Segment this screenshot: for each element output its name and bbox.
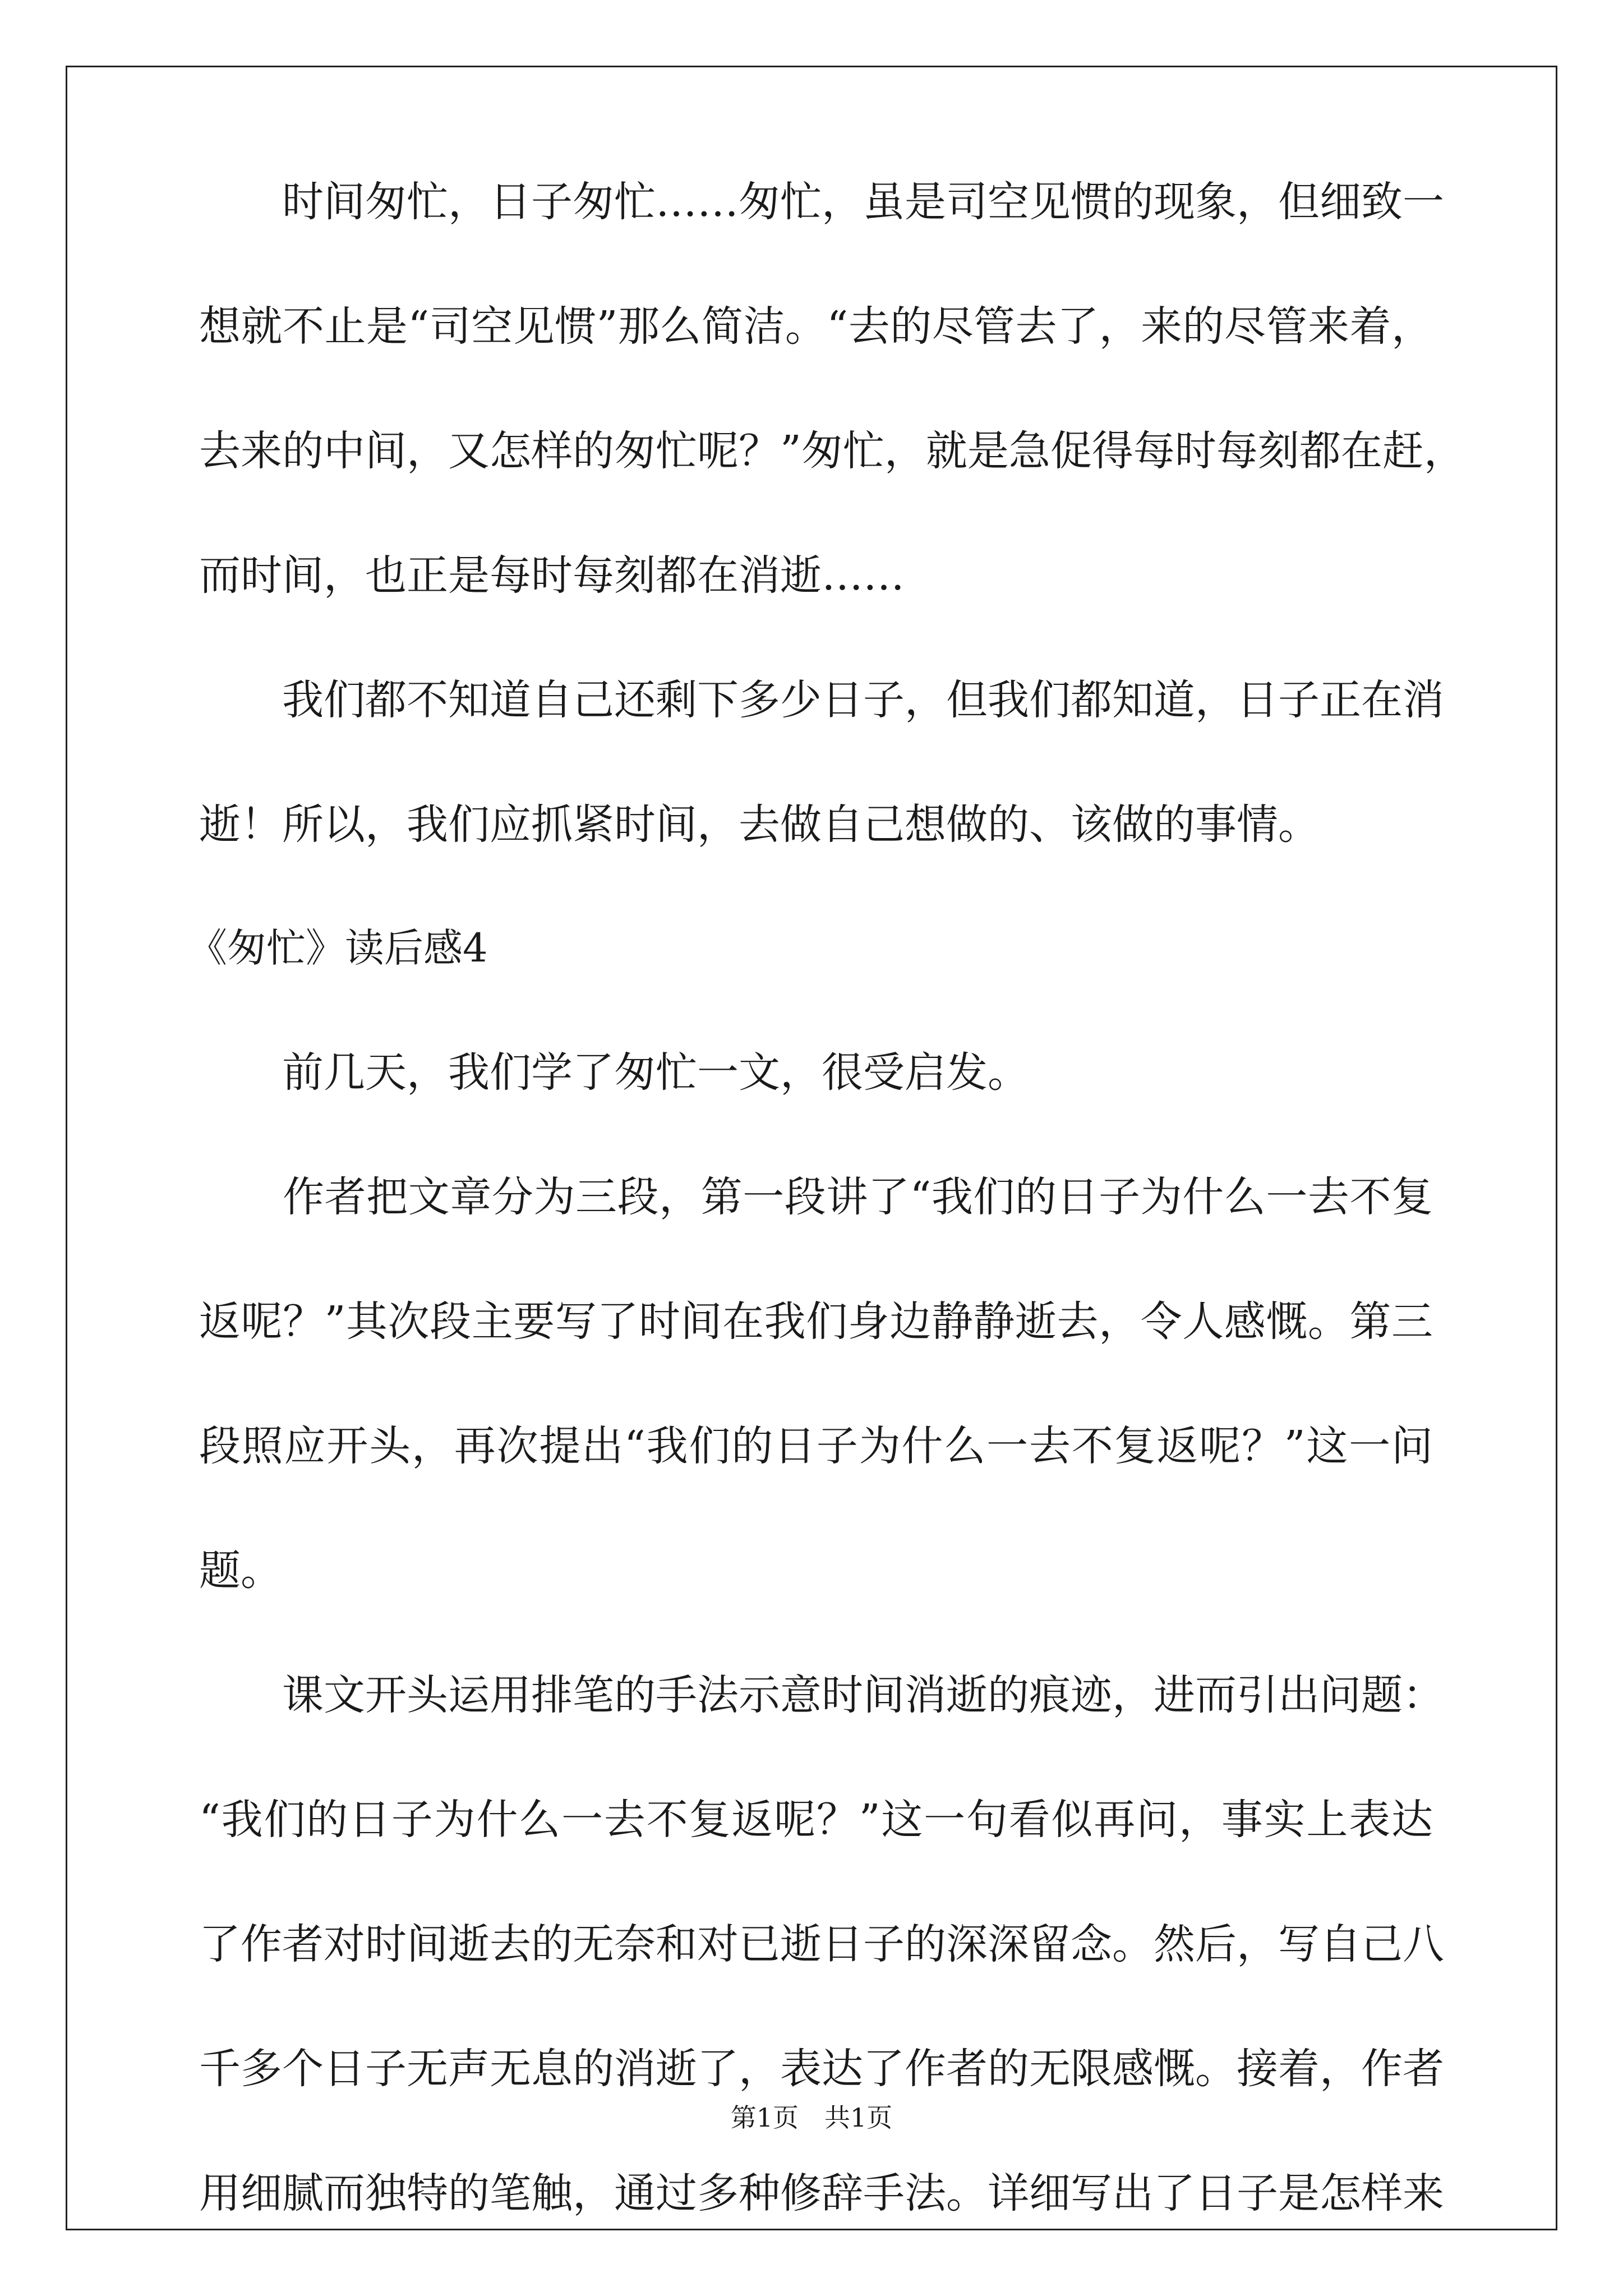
text-line: 想就不止是“司空见惯”那么简洁。“去的尽管去了，来的尽管来着，: [199, 302, 1433, 351]
text-line: 了作者对时间逝去的无奈和对已逝日子的深深留念。然后，写自己八: [199, 1920, 1444, 1968]
text-line: 千多个日子无声无息的消逝了，表达了作者的无限感慨。接着，作者: [199, 2045, 1444, 2093]
text-line: 我们都不知道自己还剩下多少日子，但我们都知道，日子正在消: [199, 676, 1444, 724]
text-line: 逝！所以，我们应抓紧时间，去做自己想做的、该做的事情。: [199, 800, 1320, 849]
text-line: 课文开头运用排笔的手法示意时间消逝的痕迹，进而引出问题：: [199, 1671, 1444, 1719]
text-line: “我们的日子为什么一去不复返呢？”这一句看似再问，事实上表达: [199, 1796, 1433, 1844]
text-line: 前几天，我们学了匆忙一文，很受启发。: [199, 1048, 1029, 1097]
text-line: 作者把文章分为三段，第一段讲了“我们的日子为什么一去不复: [199, 1173, 1433, 1221]
section-heading: 《匆忙》读后感4: [188, 925, 488, 971]
text-line: 去来的中间，又怎样的匆忙呢？”匆忙，就是急促得每时每刻都在赶，: [199, 427, 1465, 475]
text-line: 返呢？”其次段主要写了时间在我们身边静静逝去，令人感慨。第三: [199, 1297, 1433, 1346]
text-line: 时间匆忙，日子匆忙……匆忙，虽是司空见惯的现象，但细致一: [199, 178, 1444, 226]
page-border: [66, 66, 1557, 2230]
text-line: 题。: [199, 1547, 282, 1595]
text-line: 而时间，也正是每时每刻都在消逝……: [199, 551, 905, 600]
text-line: 用细腻而独特的笔触，通过多种修辞手法。详细写出了日子是怎样来: [199, 2169, 1444, 2217]
text-line: 段照应开头，再次提出“我们的日子为什么一去不复返呢？”这一问: [199, 1422, 1433, 1470]
page-footer: 第1页 共1页: [730, 2102, 893, 2133]
